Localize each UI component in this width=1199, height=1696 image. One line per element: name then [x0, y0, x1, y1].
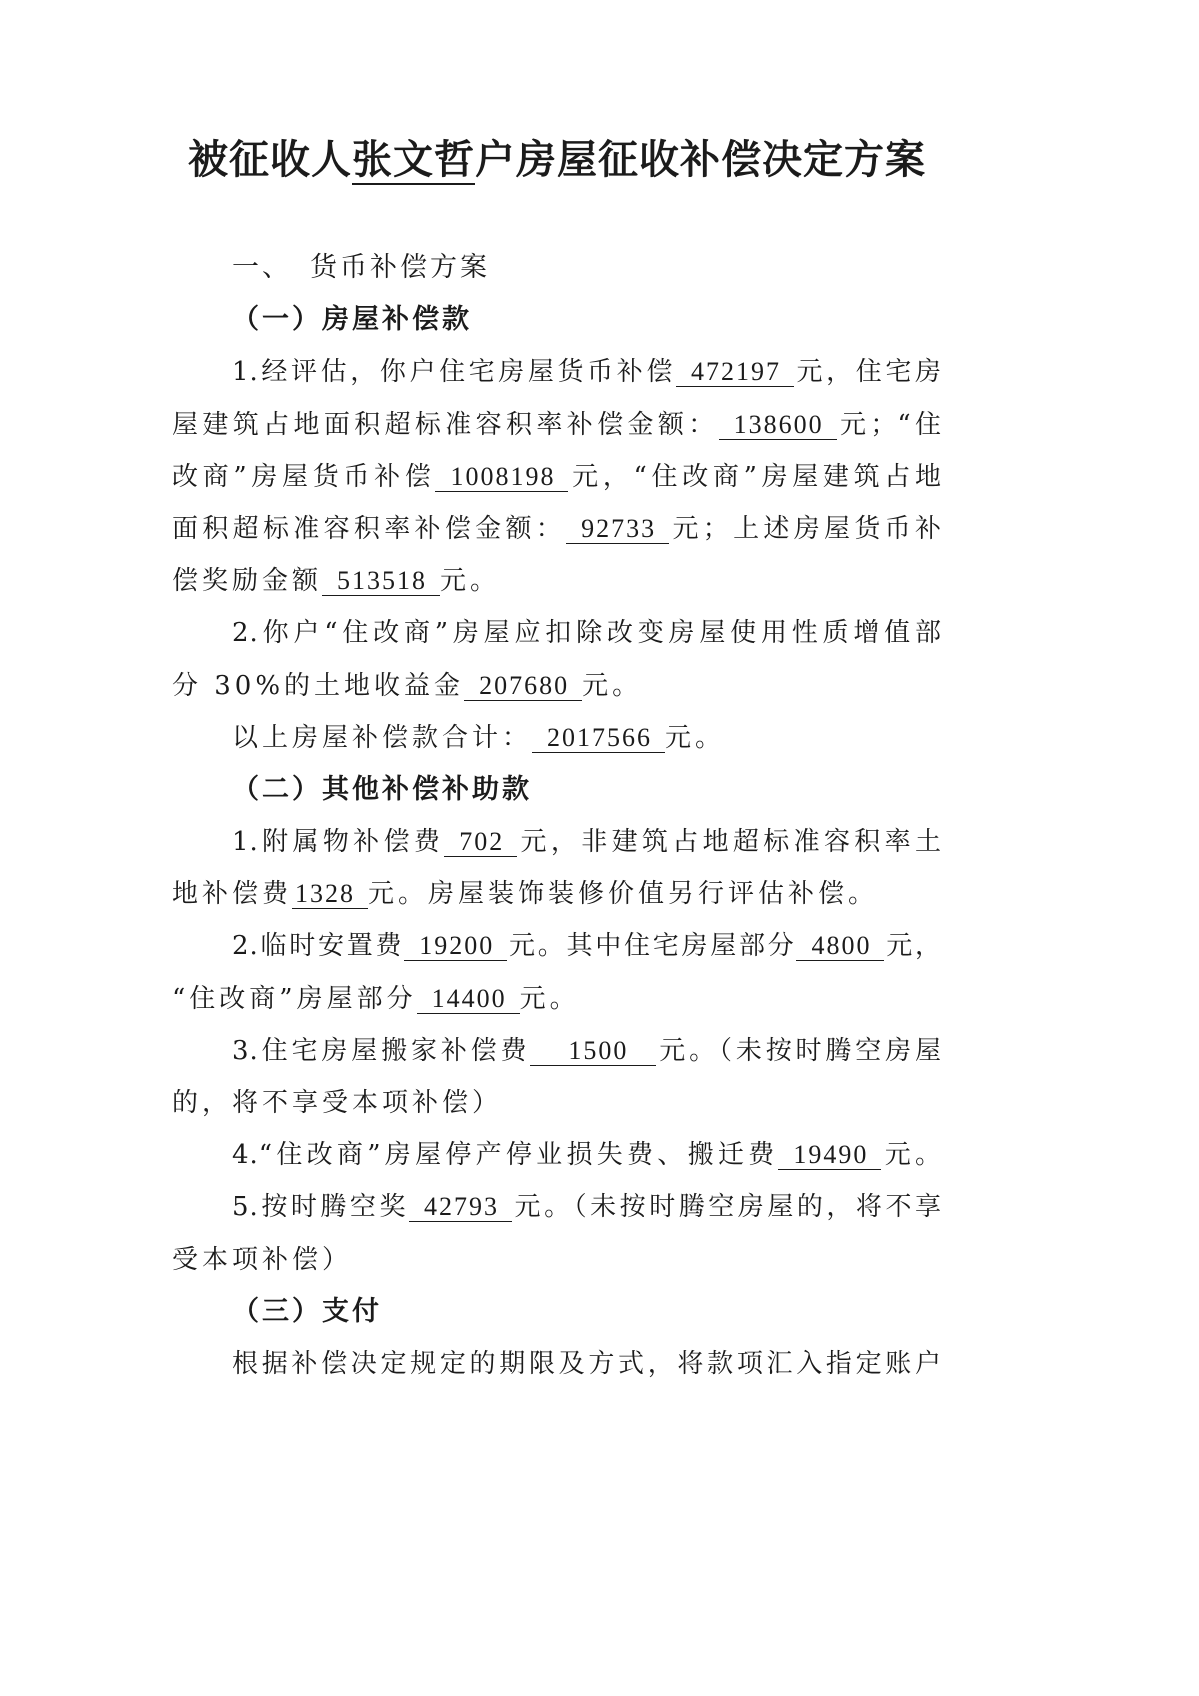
paragraph-line: [172, 503, 942, 555]
amount-timely-vacating-reward: 42793: [409, 1192, 512, 1222]
paragraph-text: 元。（未按时腾空房屋: [656, 1035, 942, 1066]
paragraph-text: 元；上述房屋货币补: [669, 513, 942, 544]
section-heading-monetary-compensation: [172, 242, 942, 294]
amount-temporary-resettlement-fee: 19200: [404, 931, 507, 961]
amount-housing-compensation-total: 2017566: [532, 723, 665, 753]
paragraph-text: 屋建筑占地面积超标准容积率补偿金额：: [172, 409, 719, 440]
amount-resettlement-commercial-part: 14400: [417, 984, 520, 1014]
paragraph-text: 根据补偿决定规定的期限及方式，将款项汇入指定账户: [232, 1348, 942, 1379]
title-prefix: 被征收人: [188, 136, 352, 183]
paragraph-line: [172, 607, 942, 659]
paragraph-text: 元。: [665, 722, 726, 753]
paragraph-line: [172, 1338, 942, 1390]
paragraph-text: 面积超标准容积率补偿金额：: [172, 513, 567, 544]
amount-monetary-compensation-reward: 513518: [322, 566, 440, 596]
section-number: 一、: [232, 252, 292, 283]
paragraph-line: [172, 1181, 942, 1233]
subheading-other-compensation: （二）其他补偿补助款: [232, 773, 532, 805]
paragraph-text: 3.住宅房屋搬家补偿费: [232, 1035, 531, 1066]
paragraph-text: 元，住宅房: [793, 357, 942, 388]
paragraph-line: [172, 712, 942, 764]
paragraph-text: 1.经评估，你户住宅房屋货币补偿: [232, 357, 676, 388]
amount-business-loss-relocation-fee: 19490: [778, 1140, 881, 1170]
paragraph-line: [172, 1234, 942, 1286]
amount-land-far-excess-compensation: 1328: [292, 879, 368, 909]
paragraph-text: 元。其中住宅房屋部分: [507, 931, 797, 962]
paragraph-text: 以上房屋补偿款合计：: [232, 722, 533, 753]
paragraph-text: “住改商”房屋部分: [172, 983, 417, 1014]
paragraph-line: [172, 660, 942, 712]
paragraph-text: 受本项补偿）: [172, 1244, 353, 1275]
paragraph-text: 5.按时腾空奖: [232, 1192, 409, 1223]
paragraph-text: 元，“住改商”房屋建筑占地: [568, 461, 942, 492]
amount-appendage-compensation: 702: [444, 827, 517, 857]
paragraph-line: [172, 451, 942, 503]
paragraph-text: 1.附属物补偿费: [232, 827, 445, 858]
amount-residential-far-excess-compensation: 138600: [719, 410, 837, 440]
section-title: 货币补偿方案: [310, 252, 490, 283]
paragraph-line: [172, 555, 942, 607]
paragraph-line: [172, 399, 942, 451]
paragraph-text: 元，: [884, 931, 942, 962]
title-owner-name: 张文哲: [352, 136, 475, 183]
paragraph-text: 偿奖励金额: [172, 566, 323, 597]
paragraph-text: 4.“住改商”房屋停产停业损失费、搬迁费: [232, 1140, 779, 1171]
paragraph-line: [172, 1025, 942, 1077]
paragraph-text: 2.你户“住改商”房屋应扣除改变房屋使用性质增值部: [232, 618, 942, 649]
paragraph-text: 的，将不享受本项补偿）: [172, 1088, 503, 1118]
paragraph-line: [172, 346, 942, 398]
paragraph-text: 元。: [519, 983, 580, 1014]
paragraph-text: 元。房屋装饰装修价值另行评估补偿。: [368, 879, 879, 910]
amount-land-revenue-deduction: 207680: [464, 671, 582, 701]
paragraph-text: 2.临时安置费: [232, 931, 405, 962]
page-title: [172, 134, 942, 186]
paragraph-text: 元。: [881, 1140, 942, 1171]
paragraph-text: 元。: [582, 670, 643, 701]
paragraph-line: [172, 816, 942, 868]
amount-resettlement-residential-part: 4800: [796, 931, 884, 961]
document-body: [172, 242, 942, 1390]
subheading-housing-compensation: （一）房屋补偿款: [232, 304, 472, 336]
amount-residential-monetary-compensation: 472197: [676, 357, 794, 387]
paragraph-line: [172, 973, 942, 1025]
amount-commercial-far-excess-compensation: 92733: [566, 514, 669, 544]
paragraph-text: 元。（未按时腾空房屋的，将不享: [512, 1192, 942, 1223]
paragraph-line: [172, 1129, 942, 1181]
paragraph-line: [172, 868, 942, 920]
paragraph-line: [172, 1077, 942, 1129]
paragraph-text: 地补偿费: [172, 879, 293, 910]
paragraph-text: 分 30%的土地收益金: [172, 670, 465, 701]
subheading-payment: （三）支付: [232, 1295, 382, 1327]
paragraph-text: 元。: [440, 566, 501, 597]
amount-commercial-monetary-compensation: 1008198: [435, 462, 568, 492]
paragraph-line: [172, 920, 942, 972]
paragraph-text: 改商”房屋货币补偿: [172, 461, 436, 492]
paragraph-text: 元；“住: [836, 409, 942, 440]
title-suffix: 户房屋征收补偿决定方案: [475, 136, 926, 183]
amount-moving-compensation: 1500: [530, 1036, 656, 1066]
paragraph-text: 元，非建筑占地超标准容积率土: [517, 827, 942, 858]
